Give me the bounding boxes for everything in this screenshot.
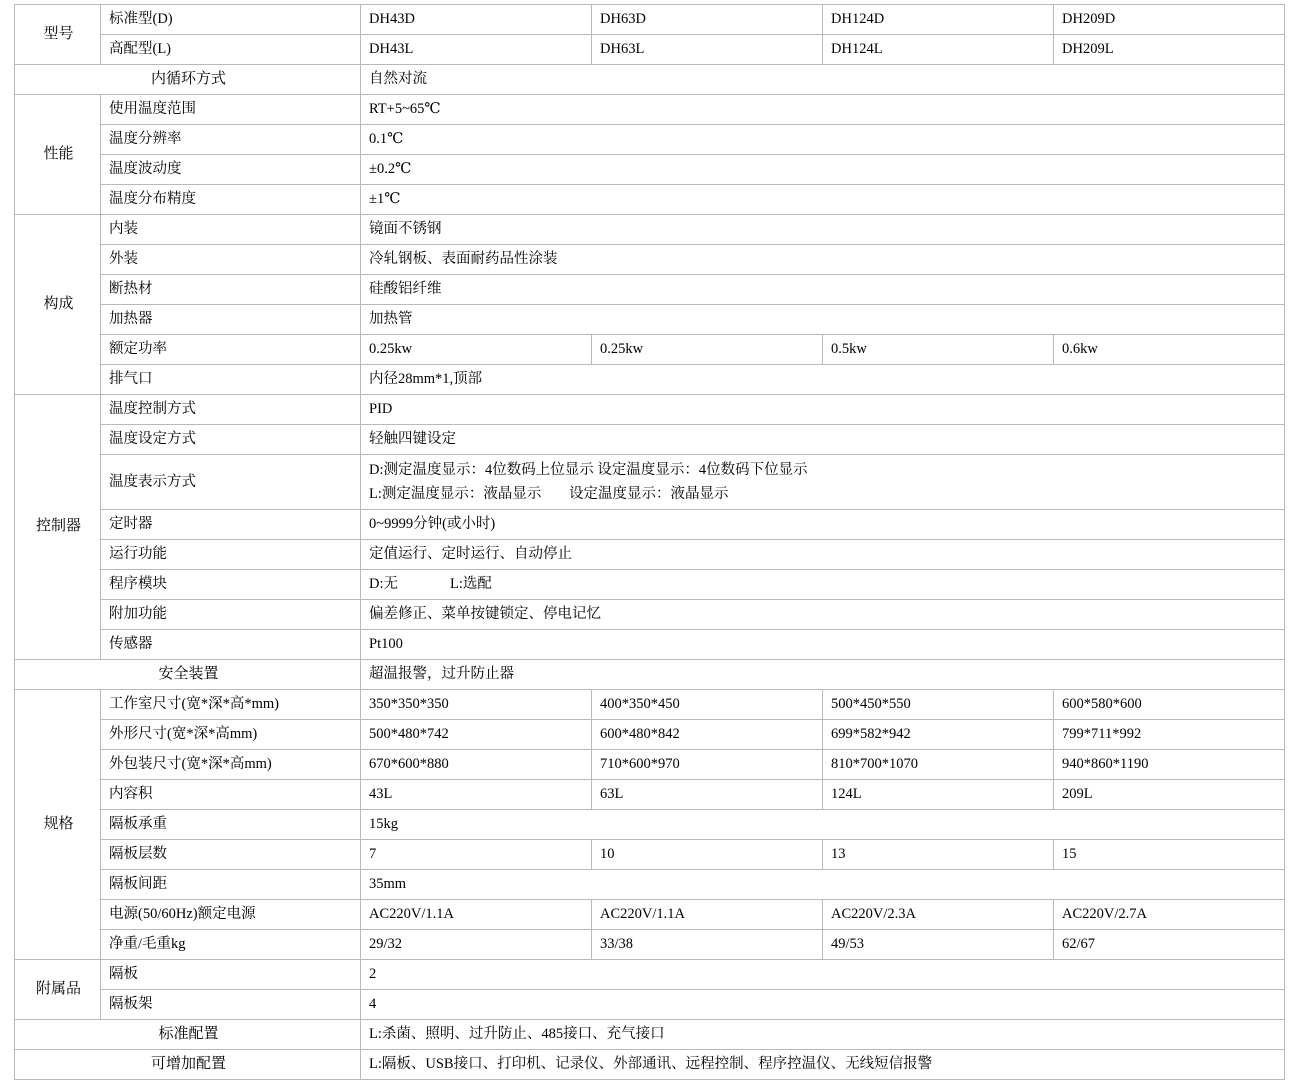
row-label-net-gross-weight: 净重/毛重kg (101, 930, 361, 960)
cell-value: 33/38 (592, 930, 823, 960)
cell-value-program-module (361, 570, 1285, 600)
table-row (15, 780, 1285, 810)
cell-value: 49/53 (823, 930, 1054, 960)
row-label-temp-fluctuation: 温度波动度 (101, 155, 361, 185)
display-mode-l-setpoint: 设定温度显示：液晶显示 (569, 486, 729, 503)
display-mode-l-measured: L:测定温度显示：液晶显示 (369, 486, 542, 503)
cell-value: 自然对流 (361, 65, 1285, 95)
program-module-d: D:无 (369, 576, 398, 593)
table-row (15, 630, 1285, 660)
cell-value: 0~9999分钟(或小时) (361, 510, 1285, 540)
cell-value: 加热管 (361, 305, 1285, 335)
cell-value: 10 (592, 840, 823, 870)
row-label-external-size: 外形尺寸(宽*深*高mm) (101, 720, 361, 750)
table-row (15, 185, 1285, 215)
table-row (15, 365, 1285, 395)
cell-value: Pt100 (361, 630, 1285, 660)
row-label-temp-range: 使用温度范围 (101, 95, 361, 125)
table-row (15, 510, 1285, 540)
row-label-standard-config: 标准配置 (15, 1020, 361, 1050)
row-label-inner-material: 内装 (101, 215, 361, 245)
row-label-sensor: 传感器 (101, 630, 361, 660)
cell-value: 15 (1054, 840, 1285, 870)
cell-value: 13 (823, 840, 1054, 870)
cell-value: DH124L (823, 35, 1054, 65)
row-label-shelf-spacing: 隔板间距 (101, 870, 361, 900)
cell-value: 硅酸铝纤维 (361, 275, 1285, 305)
row-label-safety-device: 安全装置 (15, 660, 361, 690)
cell-value: 600*580*600 (1054, 690, 1285, 720)
row-label-operation-function: 运行功能 (101, 540, 361, 570)
specification-table (14, 4, 1285, 1080)
row-label-temp-display-mode: 温度表示方式 (101, 455, 361, 510)
cell-value: 29/32 (361, 930, 592, 960)
row-label-chamber-size: 工作室尺寸(宽*深*高*mm) (101, 690, 361, 720)
cell-value: 35mm (361, 870, 1285, 900)
table-row (15, 395, 1285, 425)
cell-value: AC220V/1.1A (361, 900, 592, 930)
cell-value: 0.1℃ (361, 125, 1285, 155)
cell-value: L:杀菌、照明、过升防止、485接口、充气接口 (361, 1020, 1285, 1050)
cell-value: 0.25kw (361, 335, 592, 365)
cell-value: AC220V/1.1A (592, 900, 823, 930)
row-label-additional-function: 附加功能 (101, 600, 361, 630)
cell-value: 镜面不锈钢 (361, 215, 1285, 245)
cell-value: 15kg (361, 810, 1285, 840)
row-label-outer-material: 外装 (101, 245, 361, 275)
cell-value: 4 (361, 990, 1285, 1020)
cell-value: 7 (361, 840, 592, 870)
cell-value: AC220V/2.7A (1054, 900, 1285, 930)
row-label-circulation: 内循环方式 (15, 65, 361, 95)
table-row (15, 660, 1285, 690)
cell-value: 内径28mm*1,顶部 (361, 365, 1285, 395)
table-row (15, 1020, 1285, 1050)
row-label-power-supply: 电源(50/60Hz)额定电源 (101, 900, 361, 930)
cell-value: 0.6kw (1054, 335, 1285, 365)
table-row (15, 690, 1285, 720)
table-row (15, 750, 1285, 780)
table-row (15, 960, 1285, 990)
cell-value: AC220V/2.3A (823, 900, 1054, 930)
row-label-temp-resolution: 温度分辨率 (101, 125, 361, 155)
cell-value: 超温报警，过升防止器 (361, 660, 1285, 690)
cell-value: 偏差修正、菜单按键锁定、停电记忆 (361, 600, 1285, 630)
row-label-standard-model: 标准型(D) (101, 5, 361, 35)
table-row (15, 810, 1285, 840)
row-label-rated-power: 额定功率 (101, 335, 361, 365)
row-label-program-module: 程序模块 (101, 570, 361, 600)
row-label-shelf: 隔板 (101, 960, 361, 990)
table-row (15, 215, 1285, 245)
row-label-timer: 定时器 (101, 510, 361, 540)
table-row (15, 305, 1285, 335)
cell-value: DH209D (1054, 5, 1285, 35)
row-label-heater: 加热器 (101, 305, 361, 335)
table-row (15, 35, 1285, 65)
table-row (15, 275, 1285, 305)
table-row (15, 155, 1285, 185)
group-label-model: 型号 (15, 5, 101, 65)
row-label-temp-setting-mode: 温度设定方式 (101, 425, 361, 455)
cell-value: DH63L (592, 35, 823, 65)
cell-value: 209L (1054, 780, 1285, 810)
cell-value: PID (361, 395, 1285, 425)
cell-value: 600*480*842 (592, 720, 823, 750)
row-label-volume: 内容积 (101, 780, 361, 810)
table-row (15, 5, 1285, 35)
table-row (15, 930, 1285, 960)
cell-value: 350*350*350 (361, 690, 592, 720)
row-label-premium-model: 高配型(L) (101, 35, 361, 65)
row-label-temp-uniformity: 温度分布精度 (101, 185, 361, 215)
group-label-construction: 构成 (15, 215, 101, 395)
table-row (15, 1050, 1285, 1080)
row-label-package-size: 外包装尺寸(宽*深*高mm) (101, 750, 361, 780)
cell-value: 940*860*1190 (1054, 750, 1285, 780)
table-row (15, 540, 1285, 570)
table-row (15, 335, 1285, 365)
cell-value: 2 (361, 960, 1285, 990)
cell-value: ±0.2℃ (361, 155, 1285, 185)
group-label-performance: 性能 (15, 95, 101, 215)
table-row (15, 720, 1285, 750)
cell-value: 63L (592, 780, 823, 810)
row-label-insulation: 断热材 (101, 275, 361, 305)
cell-value: DH43L (361, 35, 592, 65)
row-label-exhaust-port: 排气口 (101, 365, 361, 395)
table-row (15, 870, 1285, 900)
cell-value: 43L (361, 780, 592, 810)
row-label-shelf-load: 隔板承重 (101, 810, 361, 840)
cell-value: DH63D (592, 5, 823, 35)
cell-value: 124L (823, 780, 1054, 810)
row-label-optional-config: 可增加配置 (15, 1050, 361, 1080)
cell-value: 轻触四键设定 (361, 425, 1285, 455)
row-label-shelf-count: 隔板层数 (101, 840, 361, 870)
cell-value: 699*582*942 (823, 720, 1054, 750)
table-row (15, 900, 1285, 930)
cell-value: 0.25kw (592, 335, 823, 365)
cell-value: L:隔板、USB接口、打印机、记录仪、外部通讯、远程控制、程序控温仪、无线短信报警 (361, 1050, 1285, 1080)
table-row (15, 245, 1285, 275)
cell-value: 710*600*970 (592, 750, 823, 780)
cell-value: DH124D (823, 5, 1054, 35)
group-label-specification: 规格 (15, 690, 101, 960)
table-row (15, 600, 1285, 630)
row-label-shelf-bracket: 隔板架 (101, 990, 361, 1020)
table-row (15, 65, 1285, 95)
cell-value: 定值运行、定时运行、自动停止 (361, 540, 1285, 570)
table-row (15, 570, 1285, 600)
display-mode-d-measured: D:测定温度显示：4位数码上位显示 (369, 462, 594, 478)
cell-value: DH209L (1054, 35, 1285, 65)
cell-value: DH43D (361, 5, 592, 35)
cell-value: RT+5~65℃ (361, 95, 1285, 125)
table-row (15, 95, 1285, 125)
cell-value: 500*480*742 (361, 720, 592, 750)
cell-value: ±1℃ (361, 185, 1285, 215)
table-row (15, 990, 1285, 1020)
cell-value: 799*711*992 (1054, 720, 1285, 750)
cell-value: 500*450*550 (823, 690, 1054, 720)
table-row (15, 425, 1285, 455)
cell-value: 670*600*880 (361, 750, 592, 780)
group-label-controller: 控制器 (15, 395, 101, 660)
cell-value: 0.5kw (823, 335, 1054, 365)
group-label-accessories: 附属品 (15, 960, 101, 1020)
table-row (15, 840, 1285, 870)
cell-value: 400*350*450 (592, 690, 823, 720)
row-label-temp-control-mode: 温度控制方式 (101, 395, 361, 425)
program-module-l: L:选配 (450, 576, 492, 593)
display-mode-d-setpoint: 设定温度显示：4位数码下位显示 (597, 462, 808, 478)
cell-value: 810*700*1070 (823, 750, 1054, 780)
cell-value: 62/67 (1054, 930, 1285, 960)
table-row (15, 455, 1285, 510)
cell-value: 冷轧钢板、表面耐药品性涂装 (361, 245, 1285, 275)
cell-value-display-mode (361, 455, 1285, 510)
table-row (15, 125, 1285, 155)
